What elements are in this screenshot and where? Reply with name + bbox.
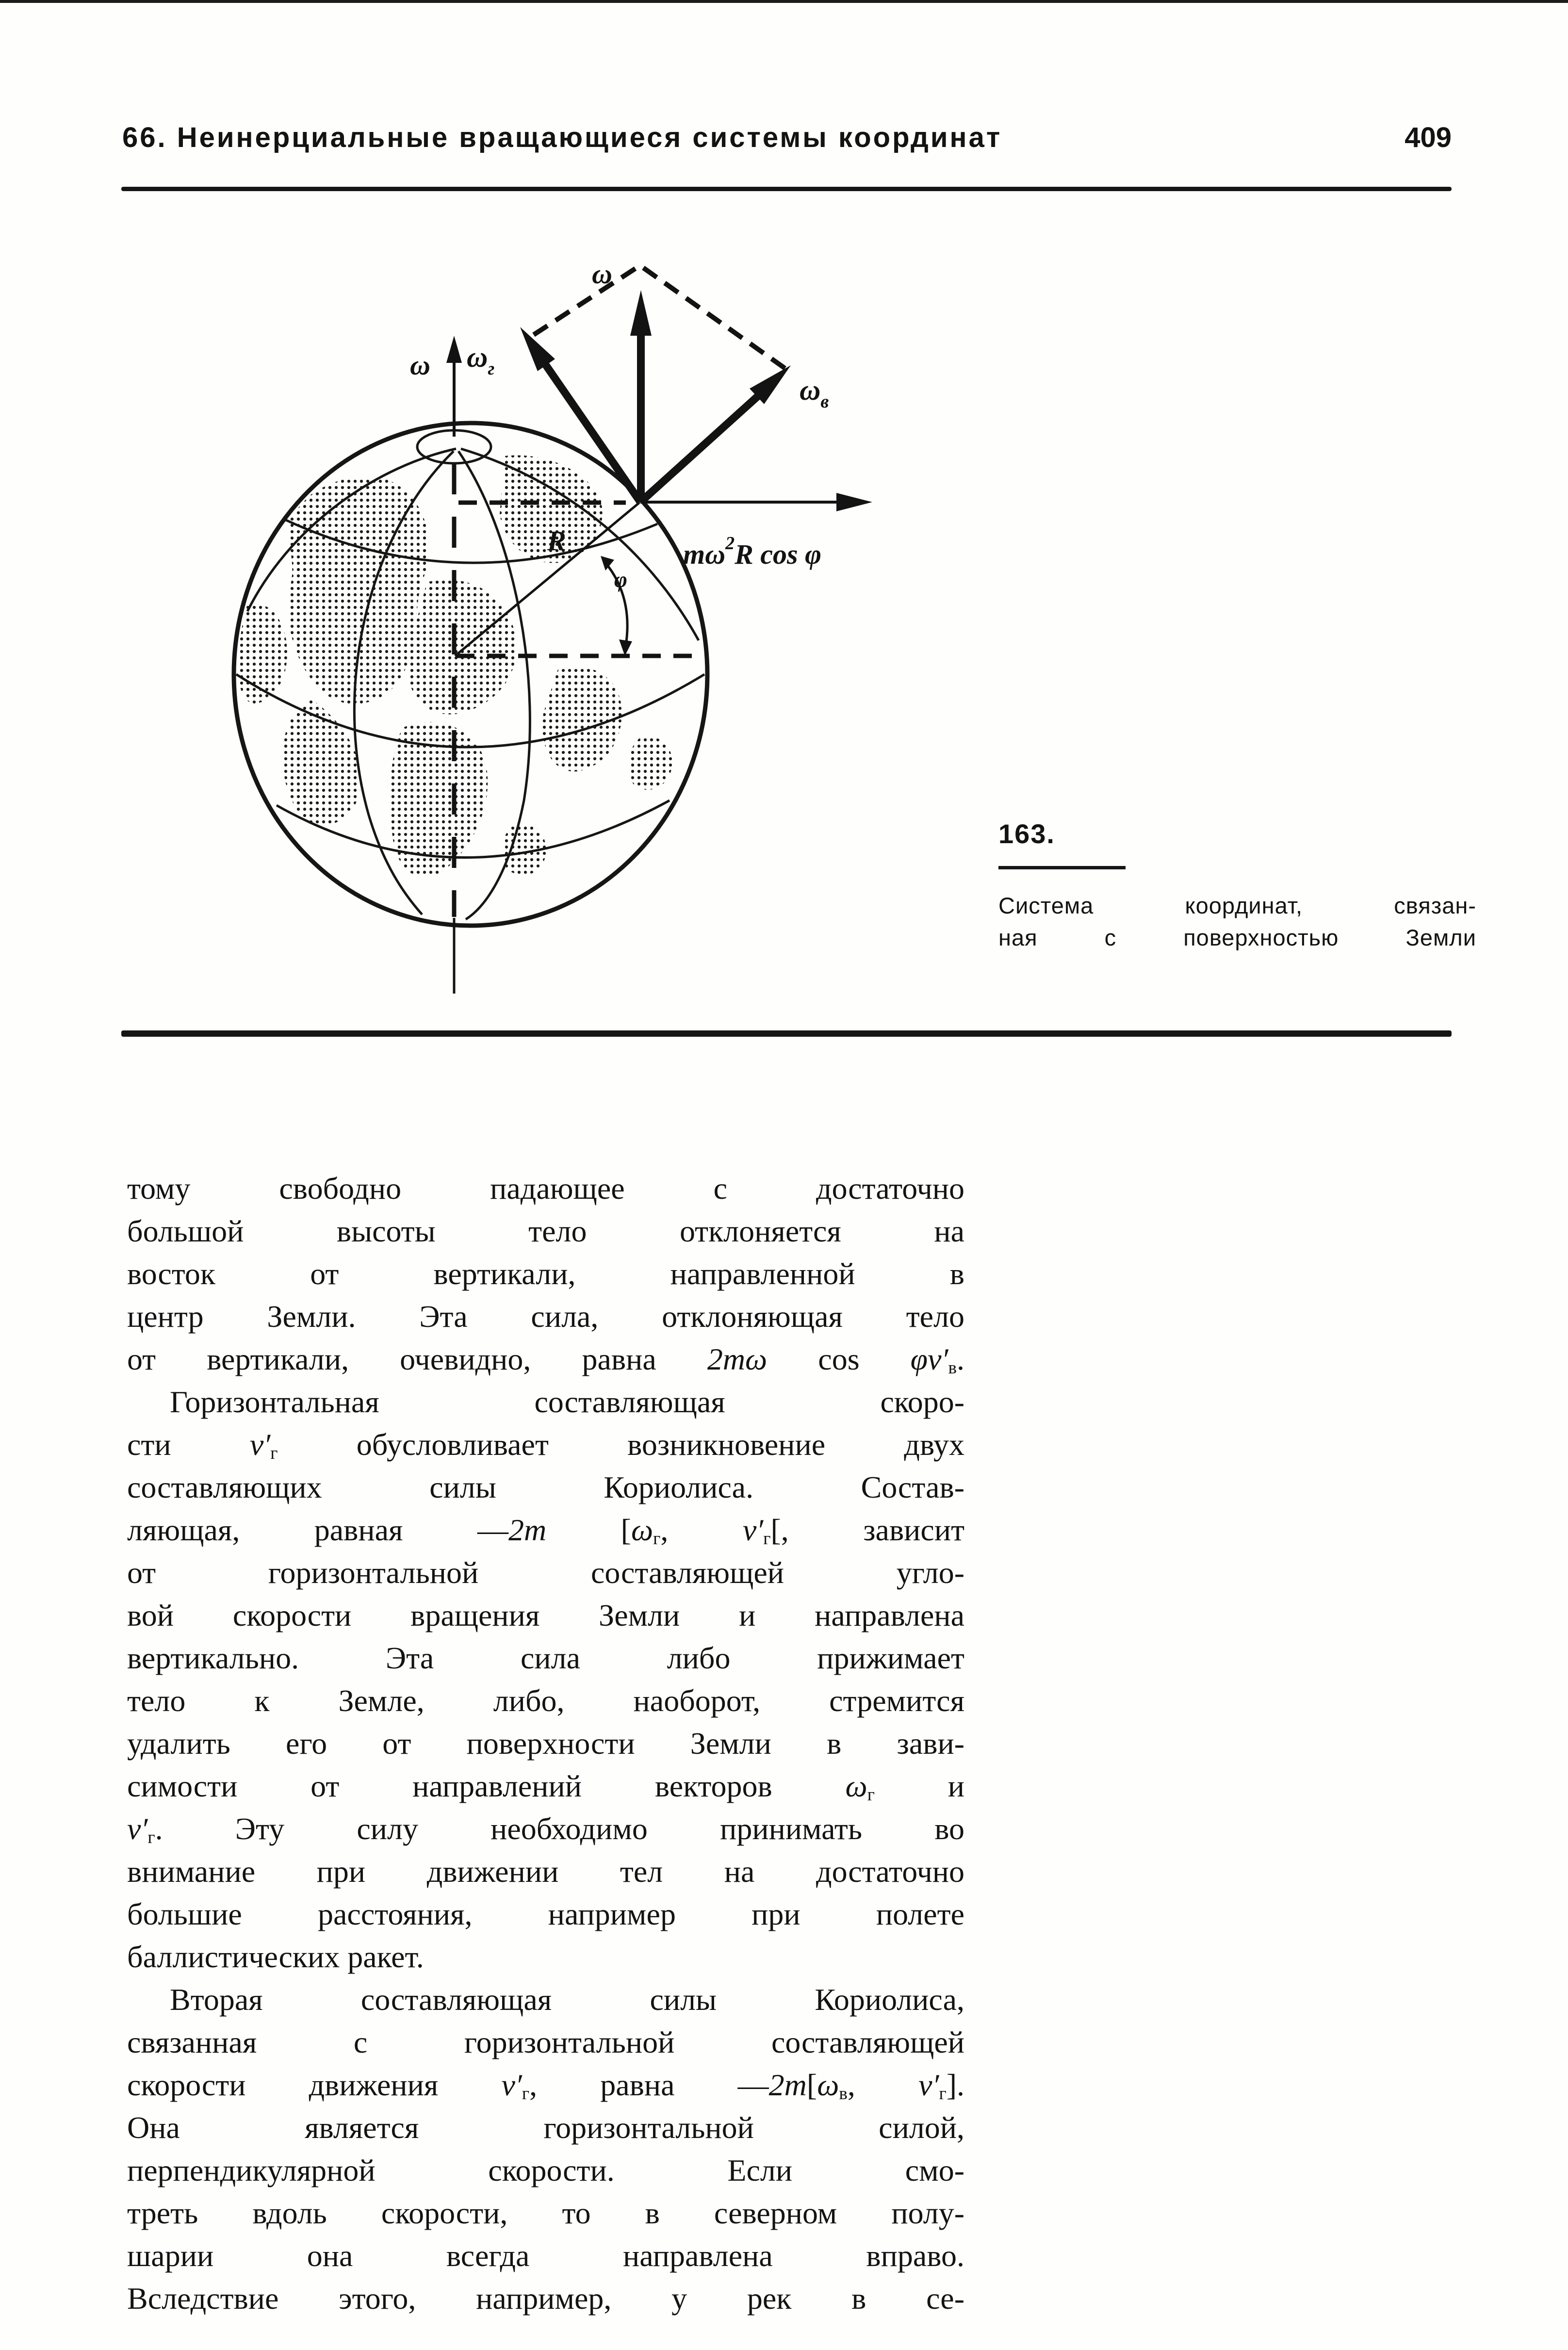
rotation-axis-arrowhead [446, 336, 462, 363]
omega-horizontal-label: $\omega_г$ [467, 341, 495, 379]
figure-caption-line: ная с поверхностью Земли [998, 925, 1476, 950]
body-line: сти $v'_г$ обусловливает возникновение двух [127, 1427, 965, 1464]
omega-vertical-vector [640, 395, 759, 502]
body-line: удалить его от поверхности Земли в зави- [127, 1726, 964, 1761]
section-rule [121, 1030, 1452, 1037]
body-line: ляющая, равная —2m [$\omega_г$, $v'_г$[, зависит [127, 1513, 965, 1549]
phi-arc-arrowhead [619, 639, 632, 656]
body-line: Вторая составляющая силы Кориолиса, [170, 1982, 964, 2017]
body-line: скорости движения $v'_г$, равна $—2m[\omega_в$, $v'_г$]. [127, 2068, 965, 2104]
body-line: $v'_г$. Эту силу необходимо принимать во [127, 1811, 964, 1848]
omega-vertical-label: $\omega_в$ [800, 374, 829, 412]
body-line: перпендикулярной скорости. Если смо- [127, 2153, 964, 2187]
body-line: симости от направлений векторов $\omega_г$ и [127, 1769, 965, 1805]
body-line: связанная с горизонтальной составляющей [127, 2025, 964, 2059]
body-line: внимание при движении тел на достаточно [127, 1854, 964, 1889]
body-line: треть вдоль скорости, то в северном полу- [127, 2196, 964, 2230]
body-line: от горизонтальной составляющей угло- [127, 1555, 964, 1590]
parallelogram-dashed-side [643, 268, 787, 370]
scan-edge-artifact [0, 0, 1568, 3]
body-line: восток от вертикали, направленной в [127, 1257, 964, 1291]
phi-label: φ [614, 567, 627, 592]
body-line: тело к Земле, либо, наоборот, стремится [127, 1683, 964, 1718]
body-line: центр Земли. Эта сила, отклоняющая тело [127, 1299, 964, 1334]
page-number: 409 [1405, 122, 1452, 153]
axis-omega-label: ω [410, 349, 430, 381]
body-line: шарии она всегда направлена вправо. [127, 2238, 964, 2273]
figure-caption-line: Система координат, связан- [998, 893, 1476, 918]
body-line: тому свободно падающее с достаточно [127, 1171, 964, 1206]
resultant-omega-label: ω [592, 258, 612, 290]
body-line: Вследствие этого, например, у рек в се- [127, 2281, 964, 2316]
figure-globe-diagram [194, 189, 912, 1028]
body-line: составляющих силы Кориолиса. Состав- [127, 1470, 964, 1504]
centrifugal-force-label: $m\omega^2R$ cos φ [683, 533, 821, 570]
body-line: вой скорости вращения Земли и направлена [127, 1598, 964, 1632]
omega-vector-arrowhead [630, 290, 652, 336]
body-line: Горизонтальная составляющая скоро- [170, 1385, 964, 1419]
figure-number: 163. [998, 818, 1055, 849]
figure-number-underline [998, 866, 1126, 869]
body-line: большие расстояния, например при полете [127, 1897, 964, 1931]
parallelogram-dashed-side [534, 268, 637, 335]
centrifugal-force-arrowhead [836, 493, 872, 511]
body-line: вертикально. Эта сила либо прижимает [127, 1641, 964, 1675]
body-line: баллистических ракет. [127, 1940, 424, 1974]
body-line: Она является горизонтальной силой, [127, 2110, 964, 2145]
phi-arc-arrowhead [601, 556, 614, 571]
radius-label: R [547, 525, 566, 556]
body-text-column [127, 1167, 964, 2320]
body-line: от вертикали, очевидно, равна 2mω $\cos \varphi v'_в$. [127, 1342, 965, 1378]
body-line: большой высоты тело отклоняется на [127, 1214, 964, 1248]
running-head-title: 66. Неинерциальные вращающиеся системы координат [122, 122, 1002, 153]
figure-caption [998, 818, 1476, 954]
